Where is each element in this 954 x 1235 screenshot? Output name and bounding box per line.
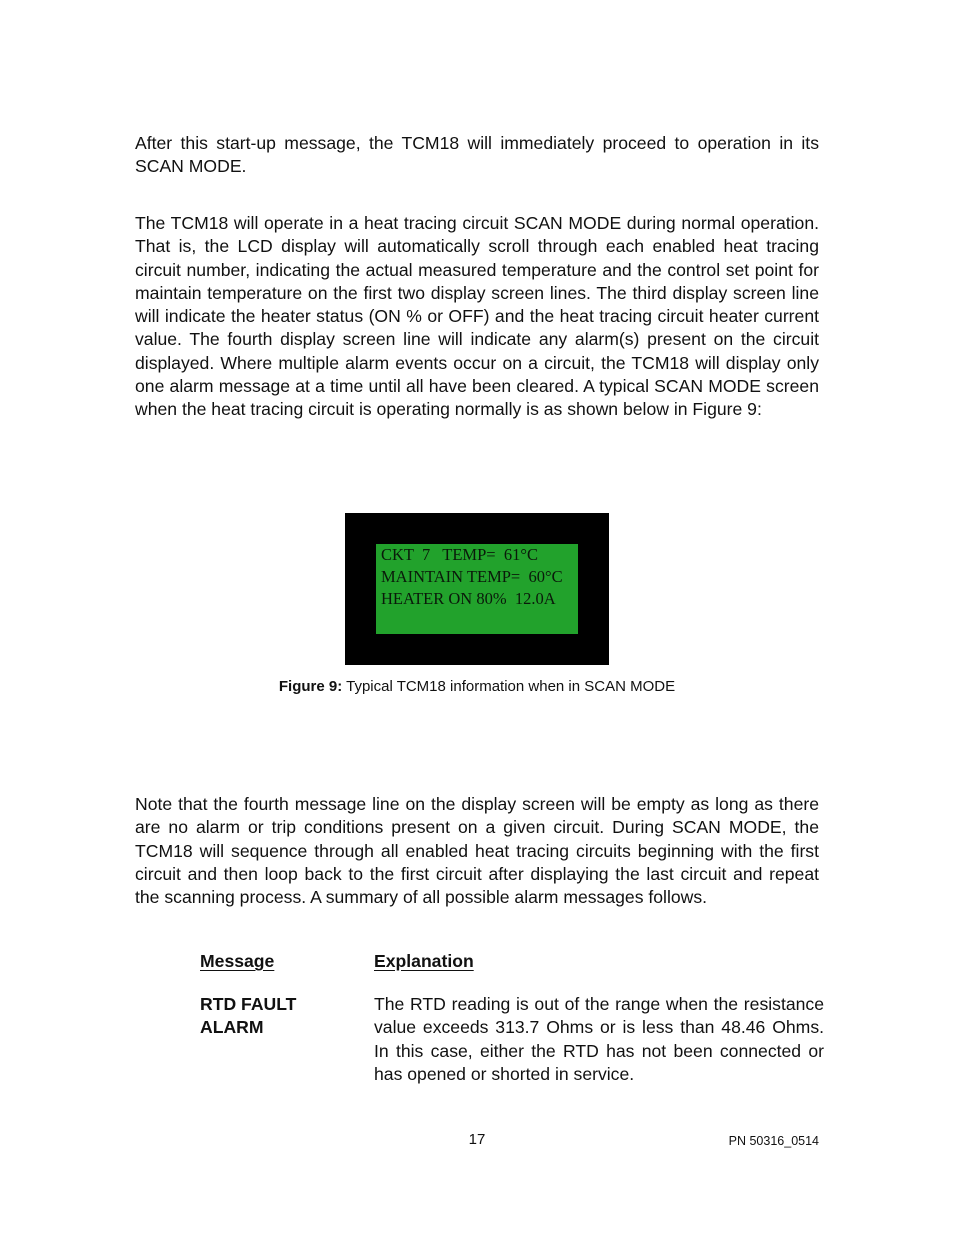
lcd-line-2: MAINTAIN TEMP= 60°C [381, 567, 563, 586]
figure-caption-label: Figure 9: [278, 678, 343, 695]
note-paragraph: Note that the fourth message line on the display screen will be empty as long as there are no alarm or trip conditions present on a given circuit. During SCAN MODE, the TCM18 will sequence through all enabled heat tracing circuits beginning with the first circuit and then loop back to the first circuit after displaying the last circuit and repeat the scanning process. A summary of all possible alarm messages follows. [135, 794, 819, 908]
lcd-screen [376, 544, 578, 634]
message-column-header: Message [200, 951, 275, 971]
lcd-line-1: CKT 7 TEMP= 61°C [381, 545, 538, 564]
lcd-display-figure [345, 513, 609, 665]
alarm-message-name: RTD FAULT ALARM [200, 994, 297, 1038]
alarm-message-explanation: The RTD reading is out of the range when the resistance value exceeds 313.7 Ohms or is less than 48.46 Ohms. In this case, either the RTD has not been connected or has opened or shorted in service. [374, 994, 824, 1084]
intro-paragraph: After this start-up message, the TCM18 will immediately proceed to operation in its SCAN MODE. [135, 133, 819, 177]
explanation-column-header: Explanation [374, 951, 474, 971]
scan-mode-paragraph: The TCM18 will operate in a heat tracing circuit SCAN MODE during normal operation. That is, the LCD display will automatically scroll through each enabled heat tracing circuit number, indicating the actual measured temperature and the control set point for maintain temperature on the first two display screen lines. The third display screen line will indicate the heater status (ON % or OFF) and the heat tracing circuit heater current value. The fourth display screen line will indicate any alarm(s) present on the circuit displayed. Where multiple alarm events occur on a circuit, the TCM18 will display only one alarm message at a time until all have been cleared. A typical SCAN MODE screen when the heat tracing circuit is operating normally is as shown below in Figure 9: [135, 213, 819, 420]
page-number: 17 [468, 1131, 486, 1148]
figure-caption-text: Typical TCM18 information when in SCAN MODE [346, 678, 676, 695]
part-number: PN 50316_0514 [728, 1134, 819, 1148]
lcd-line-3: HEATER ON 80% 12.0A [381, 589, 556, 608]
figure-caption [0, 678, 954, 696]
